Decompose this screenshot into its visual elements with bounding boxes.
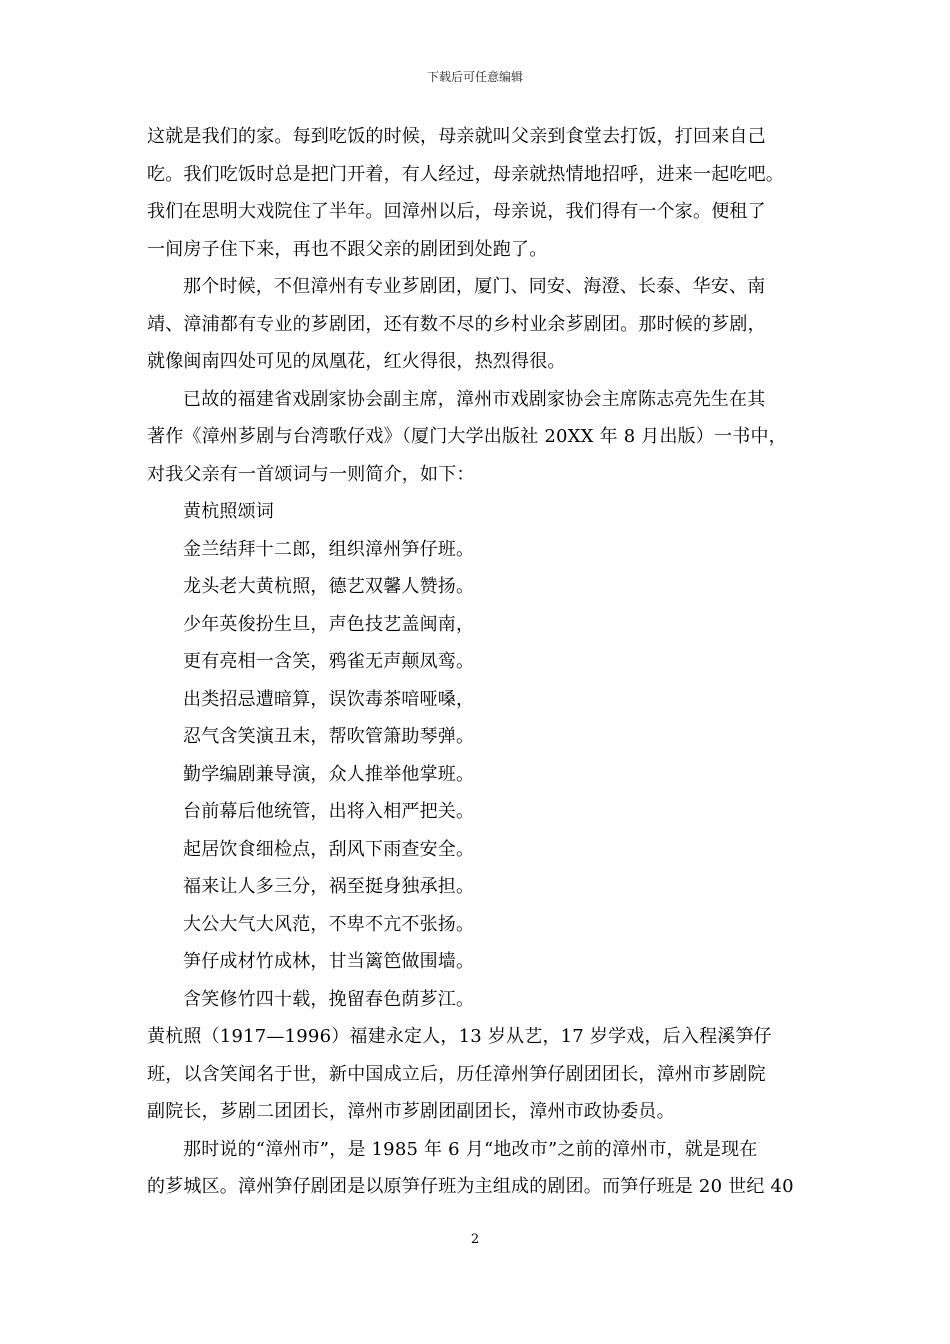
poem-line: 龙头老大黄杭照，德艺双馨人赞扬。 [183,576,475,597]
text-line: 那时说的“漳州市”，是 1985 年 6 月“地改市”之前的漳州市，就是现在 [183,1138,758,1160]
poem-line: 更有亮相一含笑，鸦雀无声颠凤鸾。 [183,651,475,672]
page-number: 2 [470,1232,480,1247]
text-line: 吃。我们吃饭时总是把门开着，有人经过，母亲就热情地招呼，进来一起吃吧。 [147,163,784,185]
poem-line: 起居饮食细检点，刮风下雨查安全。 [183,838,475,860]
paragraph-biography [147,1018,817,1131]
text-line: 副院长，芗剧二团团长，漳州市芗剧团副团长，漳州市政协委员。 [147,1101,675,1122]
text-line: 黄杭照（1917—1996）福建永定人，13 岁从艺，17 岁学戏，后入程溪笋仔 [147,1026,772,1047]
text-line: 的芗城区。漳州笋仔剧团是以原笋仔班为主组成的剧团。而笋仔班是 20 世纪 40 [147,1176,794,1197]
text-line: 就像闽南四处可见的凤凰花，红火得很，热烈得很。 [147,351,566,372]
poem-line: 台前幕后他统管，出将入相严把关。 [183,801,475,822]
text-line: 一间房子住下来，再也不跟父亲的剧团到处跑了。 [147,238,548,260]
paragraph-opera-troupes [147,268,817,381]
poem-line: 大公大气大风范，不卑不亢不张扬。 [183,913,475,935]
paragraph-zhangzhou-city [147,1131,817,1206]
poem-line: 出类招忌遭暗算，误饮毒茶喑哑嗓， [183,688,475,710]
text-line: 靖、漳浦都有专业的芗剧团，还有数不尽的乡村业余芗剧团。那时候的芗剧， [147,313,766,335]
poem-line: 含笑修竹四十载，挽留春色荫芗江。 [183,988,475,1010]
text-line: 对我父亲有一首颂词与一则简介，如下： [147,463,475,485]
poem-line: 忍气含笑演丑末，帮吹管箫助琴弹。 [183,726,475,747]
poem-title: 黄杭照颂词 [183,501,274,522]
poem-line: 笋仔成材竹成林，甘当篱笆做围墙。 [183,951,475,972]
text-line: 那个时候，不但漳州有专业芗剧团，厦门、同安、海澄、长泰、华安、南 [183,276,766,297]
poem [147,493,817,1018]
poem-line: 福来让人多三分，祸至挺身独承担。 [183,876,475,897]
page-header: 下载后可任意编辑 [426,70,523,84]
text-line: 已故的福建省戏剧家协会副主席，漳州市戏剧家协会主席陈志亮先生在其 [183,388,766,410]
text-line: 我们在思明大戏院住了半年。回漳州以后，母亲说，我们得有一个家。便租了 [147,201,766,222]
paragraph-family-home [147,118,817,268]
poem-line: 少年英俊扮生旦，声色技艺盖闽南， [183,613,475,635]
text-line: 这就是我们的家。每到吃饭的时候，母亲就叫父亲到食堂去打饭，打回来自己 [147,126,766,147]
paragraph-book-citation [147,381,817,494]
text-line: 著作《漳州芗剧与台湾歌仔戏》（厦门大学出版社 20XX 年 8 月出版）一书中， [147,426,787,447]
text-line: 班，以含笑闻名于世，新中国成立后，历任漳州笋仔剧团团长，漳州市芗剧院 [147,1063,766,1085]
poem-line: 勤学编剧兼导演，众人推举他掌班。 [183,763,475,785]
document-body [147,118,817,1206]
poem-line: 金兰结拜十二郎，组织漳州笋仔班。 [183,538,475,560]
